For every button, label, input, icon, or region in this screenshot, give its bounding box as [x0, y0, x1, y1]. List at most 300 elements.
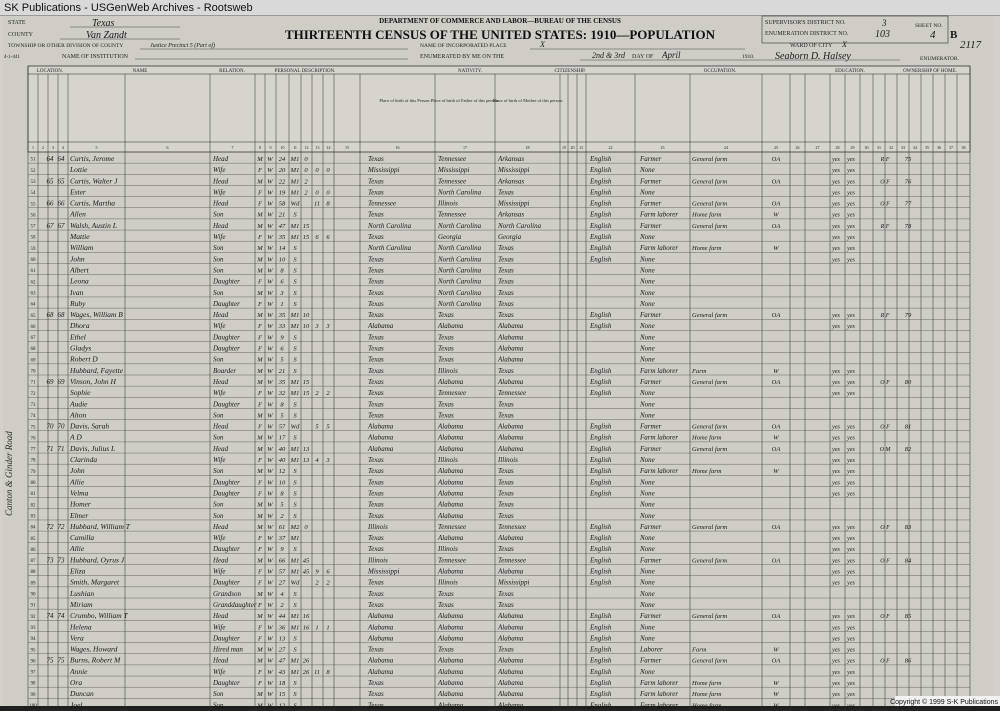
line-number: 80: [30, 481, 36, 486]
cell-mother-bp: Mississippi: [498, 199, 530, 208]
line-number: 90: [30, 592, 36, 598]
cell-trade: Farmer: [640, 444, 662, 453]
cell-trade: None: [640, 534, 655, 543]
cell-father-bp: Alabama: [438, 444, 464, 453]
cell-age: 1: [280, 300, 284, 308]
cell-age: 43: [278, 668, 286, 676]
cell-father-bp: Texas: [438, 311, 454, 320]
cell-father-bp: Alabama: [438, 422, 464, 431]
enumerated-day: 2nd & 3rd: [592, 51, 626, 60]
cell-sex: M: [257, 312, 263, 320]
cell-age: 40: [278, 457, 286, 464]
cell-age: 35: [278, 234, 286, 241]
cell-race: W: [267, 278, 273, 286]
cell-sex: F: [258, 278, 262, 286]
column-number: 5: [95, 145, 98, 150]
cell-read: yes: [832, 558, 840, 565]
cell-race: W: [267, 468, 273, 476]
cell-name: Hubbard, William T: [70, 521, 130, 531]
cell-marital: S: [293, 401, 297, 409]
column-number: 6: [166, 145, 169, 150]
cell-class: W: [773, 211, 779, 219]
cell-own: O F: [880, 524, 890, 531]
section-citizenship: CITIZENSHIP.: [554, 69, 586, 74]
cell-dwelling: 69: [46, 377, 54, 386]
cell-write: yes: [847, 212, 855, 219]
cell-relation: Son: [213, 511, 224, 520]
cell-mother-bp: Texas: [498, 467, 514, 476]
cell-mother-bp: Texas: [498, 400, 514, 409]
cell-write: yes: [847, 614, 855, 621]
cell-write: yes: [847, 547, 855, 554]
cell-race: W: [267, 356, 273, 364]
cell-birthplace: Alabama: [368, 612, 394, 621]
cell-sex: F: [258, 601, 262, 609]
cell-age: 37: [278, 535, 286, 543]
cell-race: W: [267, 590, 273, 598]
cell-trade: Farmer: [640, 377, 662, 386]
cell-father-bp: Alabama: [438, 467, 464, 476]
line-number: 64: [30, 302, 36, 308]
cell-sex: F: [258, 490, 262, 498]
cell-mother-bp: Illinois: [498, 456, 518, 464]
cell-relation: Daughter: [213, 400, 240, 409]
cell-language: English: [590, 188, 612, 197]
cell-sex: F: [258, 345, 262, 353]
cell-relation: Wife: [213, 567, 226, 576]
cell-own: O F: [880, 558, 890, 565]
cell-family: 66: [57, 199, 65, 208]
cell-mother-bp: Alabama: [498, 422, 524, 431]
cell-name: Homer: [70, 499, 91, 509]
cell-class: W: [773, 245, 779, 253]
cell-language: English: [590, 389, 612, 398]
cell-relation: Son: [213, 255, 224, 264]
cell-language: English: [590, 656, 612, 665]
cell-name: Walsh, Austin L: [70, 220, 117, 230]
cell-race: W: [267, 479, 273, 487]
cell-read: yes: [832, 313, 840, 320]
cell-trade: Farm laborer: [640, 701, 679, 710]
cell-write: yes: [847, 235, 855, 241]
census-document: [0, 16, 1000, 710]
cell-age: 4: [280, 590, 284, 598]
cell-age: 27: [278, 646, 286, 654]
cell-class: OA: [771, 445, 781, 453]
cell-sex: M: [257, 702, 263, 710]
cell-marital: S: [293, 501, 297, 509]
cell-race: W: [267, 289, 273, 297]
cell-form: 85: [904, 613, 912, 621]
cell-trade: None: [640, 567, 655, 576]
cell-marital: M1: [290, 445, 300, 453]
cell-sex: F: [258, 401, 262, 409]
cell-mother-bp: North Carolina: [498, 221, 542, 230]
cell-write: yes: [847, 636, 855, 643]
cell-write: yes: [847, 480, 855, 487]
cell-form: 76: [904, 178, 912, 186]
state-value: Texas: [92, 18, 115, 29]
cell-write: yes: [847, 446, 855, 453]
cell-race: W: [267, 546, 273, 554]
cell-race: W: [267, 167, 273, 175]
cell-industry: Home farm: [692, 245, 722, 253]
cell-father-bp: Illinois: [438, 199, 458, 208]
cell-form: 80: [904, 378, 912, 386]
cell-race: W: [267, 512, 273, 520]
cell-relation: Son: [213, 500, 224, 509]
cell-father-bp: North Carolina: [438, 255, 482, 264]
cell-mother-bp: Mississippi: [498, 578, 530, 587]
year-label: 1910.: [742, 54, 755, 60]
cell-language: English: [590, 556, 612, 565]
cell-family: 67: [57, 221, 65, 230]
cell-trade: None: [640, 389, 655, 398]
cell-marital: M1: [290, 167, 300, 175]
place-value: X: [540, 40, 545, 49]
cell-father-bp: Texas: [438, 344, 454, 353]
cell-relation: Son: [213, 355, 224, 364]
cell-marital: M1: [290, 568, 300, 576]
cell-years-married: 10: [302, 323, 310, 331]
cell-birthplace: Texas: [368, 177, 384, 186]
cell-living: 2: [326, 579, 330, 587]
cell-father-bp: Texas: [438, 333, 454, 342]
cell-race: W: [267, 490, 273, 498]
cell-father-bp: Alabama: [438, 612, 464, 621]
line-number: 53: [30, 179, 36, 185]
cell-age: 47: [278, 222, 286, 230]
census-title: THIRTEENTH CENSUS OF THE UNITED STATES: 1910—POPULATION: [284, 27, 716, 42]
cell-race: W: [267, 601, 273, 609]
cell-sex: M: [257, 211, 263, 219]
line-number: 82: [30, 503, 36, 509]
cell-mother-bp: Alabama: [498, 433, 524, 442]
cell-born: 5: [315, 423, 319, 431]
cell-dwelling: 74: [46, 612, 54, 621]
cell-trade: None: [640, 500, 655, 509]
cell-name: Audie: [70, 399, 88, 409]
cell-race: W: [267, 267, 273, 275]
cell-birthplace: Texas: [368, 288, 384, 297]
cell-own: O F: [880, 424, 890, 431]
cell-race: W: [267, 189, 273, 197]
cell-read: yes: [832, 179, 840, 186]
cell-age: 5: [280, 356, 284, 364]
column-number: 13: [315, 145, 320, 150]
cell-age: 10: [278, 479, 286, 487]
cell-father-bp: Alabama: [438, 489, 464, 498]
cell-years-married: 2: [304, 189, 308, 197]
cell-race: W: [267, 668, 273, 676]
cell-relation: Son: [213, 266, 224, 275]
cell-write: yes: [847, 313, 855, 320]
cell-marital: S: [293, 367, 297, 375]
column-number: 18: [525, 145, 530, 150]
cell-trade: None: [640, 578, 655, 587]
copyright-notice: Copyright © 1999 S-K Publications: [890, 699, 998, 706]
line-number: 60: [30, 258, 36, 263]
cell-born: 3: [315, 323, 319, 331]
cell-mother-bp: Texas: [498, 299, 514, 308]
cell-read: yes: [832, 168, 840, 175]
cell-sex: F: [258, 423, 262, 431]
window-titlebar: [0, 0, 1000, 16]
cell-mother-bp: Arkansas: [498, 177, 525, 186]
cell-write: yes: [847, 168, 855, 175]
line-number: 73: [30, 402, 36, 408]
line-number: 71: [30, 380, 36, 386]
cell-marital: S: [293, 702, 297, 710]
cell-name: Helena: [70, 622, 92, 632]
cell-relation: Son: [213, 433, 224, 442]
column-number: 4: [62, 145, 64, 150]
cell-born: 2: [315, 579, 319, 587]
ed-label: ENUMERATION DISTRICT NO.: [765, 31, 849, 37]
cell-father-bp: Illinois: [438, 578, 458, 587]
cell-name: Wages, William B: [70, 310, 123, 320]
cell-birthplace: Texas: [368, 255, 384, 264]
cell-race: W: [267, 646, 273, 654]
column-number: 11: [293, 145, 297, 150]
cell-living: 1: [326, 624, 330, 632]
cell-years-married: 16: [302, 624, 310, 632]
cell-industry: General farm: [692, 423, 728, 431]
cell-trade: None: [640, 288, 655, 297]
cell-years-married: 15: [302, 378, 310, 386]
cell-marital: S: [293, 646, 297, 654]
cell-birthplace: Texas: [368, 266, 384, 275]
cell-class: OA: [771, 378, 781, 386]
line-number: 54: [30, 191, 36, 197]
day-of-label: DAY OF: [632, 54, 654, 60]
cell-father-bp: Alabama: [438, 634, 464, 643]
cell-age: 47: [278, 657, 286, 665]
cell-relation: Son: [213, 690, 224, 699]
cell-industry: Home farm: [692, 680, 722, 687]
line-number: 91: [30, 603, 36, 609]
cell-name: Burns, Robert M: [70, 655, 121, 665]
cell-age: 5: [280, 412, 284, 420]
cell-language: English: [590, 645, 612, 654]
cell-read: yes: [832, 480, 840, 487]
cell-read: yes: [832, 536, 840, 543]
cell-race: W: [267, 423, 273, 431]
cell-race: W: [267, 412, 273, 420]
cell-sex: M: [257, 267, 263, 275]
cell-industry: Home farm: [692, 434, 722, 442]
place-label: NAME OF INCORPORATED PLACE: [420, 43, 507, 49]
line-number: 66: [30, 324, 36, 330]
cell-sex: M: [257, 646, 263, 654]
cell-age: 3: [280, 289, 284, 297]
line-number: 55: [30, 202, 36, 208]
cell-language: English: [590, 199, 612, 208]
cell-birthplace: Texas: [368, 456, 384, 464]
cell-form: 83: [904, 523, 912, 531]
cell-birthplace: Alabama: [368, 634, 394, 643]
cell-trade: None: [640, 166, 655, 175]
cell-birthplace: Texas: [368, 690, 384, 699]
cell-mother-bp: Tennessee: [498, 389, 527, 398]
cell-marital: M1: [290, 222, 300, 230]
cell-father-bp: Texas: [438, 400, 454, 409]
cell-sex: M: [257, 222, 263, 230]
cell-name: Ora: [70, 678, 83, 687]
cell-name: Allie: [70, 544, 85, 554]
cell-relation: Head: [213, 221, 229, 230]
line-number: 70: [30, 369, 36, 375]
cell-language: English: [590, 522, 612, 531]
cell-read: yes: [832, 446, 840, 453]
cell-class: OA: [771, 613, 781, 621]
cell-age: 10: [278, 256, 286, 264]
cell-years-married: 0: [304, 155, 308, 163]
cell-birthplace: Texas: [368, 299, 384, 308]
cell-family: 74: [57, 612, 65, 621]
cell-birthplace: Texas: [368, 489, 384, 498]
cell-relation: Son: [213, 701, 224, 710]
cell-form: 86: [904, 657, 912, 665]
cell-trade: None: [640, 333, 655, 342]
cell-father-bp: Tennessee: [438, 177, 467, 186]
cell-own: O F: [880, 614, 890, 621]
cell-sex: M: [257, 613, 263, 621]
section-name: NAME: [132, 69, 148, 74]
cell-write: yes: [847, 156, 855, 163]
cell-own: O F: [880, 658, 890, 665]
form-code: 4-1-441: [4, 55, 20, 60]
enumerator-name: Seaborn D. Halsey: [775, 51, 851, 62]
cell-write: yes: [847, 558, 855, 565]
line-number: 62: [30, 280, 36, 286]
cell-father-bp: Alabama: [438, 433, 464, 442]
cell-sex: F: [258, 323, 262, 331]
cell-relation: Wife: [213, 188, 226, 197]
cell-marital: S: [293, 267, 297, 275]
sheet-side: B: [950, 29, 958, 41]
cell-class: OA: [771, 222, 781, 230]
cell-birthplace: Texas: [368, 511, 384, 520]
cell-relation: Daughter: [213, 489, 240, 498]
cell-marital: M1: [290, 457, 300, 464]
cell-father-bp: Alabama: [438, 623, 464, 632]
cell-marital: M1: [290, 668, 300, 676]
cell-birthplace: North Carolina: [368, 244, 412, 253]
cell-relation: Head: [213, 422, 229, 431]
cell-living: 0: [326, 189, 330, 197]
cell-father-bp: Illinois: [438, 545, 458, 554]
cell-sex: M: [257, 445, 263, 453]
cell-name: Ruby: [70, 298, 86, 308]
cell-relation: Daughter: [213, 679, 240, 687]
cell-name: Mattie: [70, 232, 90, 241]
cell-relation: Daughter: [213, 578, 240, 587]
cell-born: 6: [315, 234, 319, 241]
cell-class: OA: [771, 657, 781, 665]
cell-birthplace: Mississippi: [368, 567, 400, 576]
cell-age: 57: [278, 423, 286, 431]
cell-read: yes: [832, 246, 840, 253]
margin-note: Canton & Ginder Road: [4, 431, 14, 516]
cell-age: 9: [280, 334, 284, 342]
cell-family: 72: [57, 522, 65, 531]
section-ownership: OWNERSHIP OF HOME.: [903, 69, 957, 74]
cell-trade: None: [640, 355, 655, 364]
cell-age: 8: [280, 267, 284, 275]
cell-name: A D: [70, 432, 82, 442]
cell-mother-bp: Texas: [498, 489, 514, 498]
cell-industry: General farm: [692, 523, 728, 531]
line-number: 85: [30, 536, 36, 542]
cell-trade: None: [640, 634, 655, 643]
cell-birthplace: Texas: [368, 545, 384, 554]
cell-relation: Head: [213, 656, 229, 665]
ed-value: 103: [875, 29, 890, 40]
line-number: 72: [30, 391, 36, 397]
line-number: 81: [30, 492, 36, 498]
cell-race: W: [267, 434, 273, 442]
cell-age: 14: [278, 245, 286, 253]
cell-sex: F: [258, 457, 262, 464]
cell-trade: None: [640, 511, 655, 520]
cell-trade: None: [640, 277, 655, 286]
cell-name: John: [70, 466, 85, 476]
cell-marital: M1: [290, 234, 300, 241]
cell-race: W: [267, 312, 273, 320]
cell-name: Eliza: [70, 566, 86, 576]
department-heading: DEPARTMENT OF COMMERCE AND LABOR—BUREAU OF THE CENSUS: [379, 17, 621, 25]
cell-language: English: [590, 255, 612, 264]
cell-race: W: [267, 702, 273, 710]
cell-birthplace: Texas: [368, 411, 384, 420]
cell-age: 8: [280, 490, 284, 498]
cell-name: Curtis, Jerome: [70, 153, 115, 163]
cell-race: W: [267, 256, 273, 264]
cell-sex: M: [257, 178, 263, 186]
cell-family: 69: [57, 377, 65, 386]
cell-race: W: [267, 445, 273, 453]
column-number: 30: [864, 145, 869, 150]
cell-language: English: [590, 444, 612, 453]
cell-born: 1: [315, 624, 319, 632]
cell-marital: S: [293, 245, 297, 253]
line-number: 69: [30, 358, 36, 364]
cell-name: William: [70, 243, 94, 253]
cell-birthplace: Texas: [368, 333, 384, 342]
cell-read: yes: [832, 212, 840, 219]
cell-years-married: 15: [302, 234, 310, 241]
cell-father-bp: Texas: [438, 645, 454, 654]
cell-father-bp: Alabama: [438, 690, 464, 699]
cell-read: yes: [832, 469, 840, 476]
cell-name: Camilla: [70, 533, 95, 543]
cell-dwelling: 72: [46, 522, 54, 531]
cell-years-married: 15: [302, 390, 310, 398]
cell-write: yes: [847, 458, 855, 464]
cell-father-bp: Alabama: [438, 478, 464, 487]
line-number: 98: [30, 681, 36, 687]
cell-mother-bp: Texas: [498, 277, 514, 286]
cell-write: yes: [847, 580, 855, 587]
cell-race: W: [267, 613, 273, 621]
cell-born: 0: [315, 167, 319, 175]
cell-write: yes: [847, 647, 855, 654]
cell-sex: F: [258, 668, 262, 676]
column-number: 34: [913, 145, 917, 150]
cell-race: W: [267, 457, 273, 464]
cell-form: 75: [904, 155, 912, 163]
